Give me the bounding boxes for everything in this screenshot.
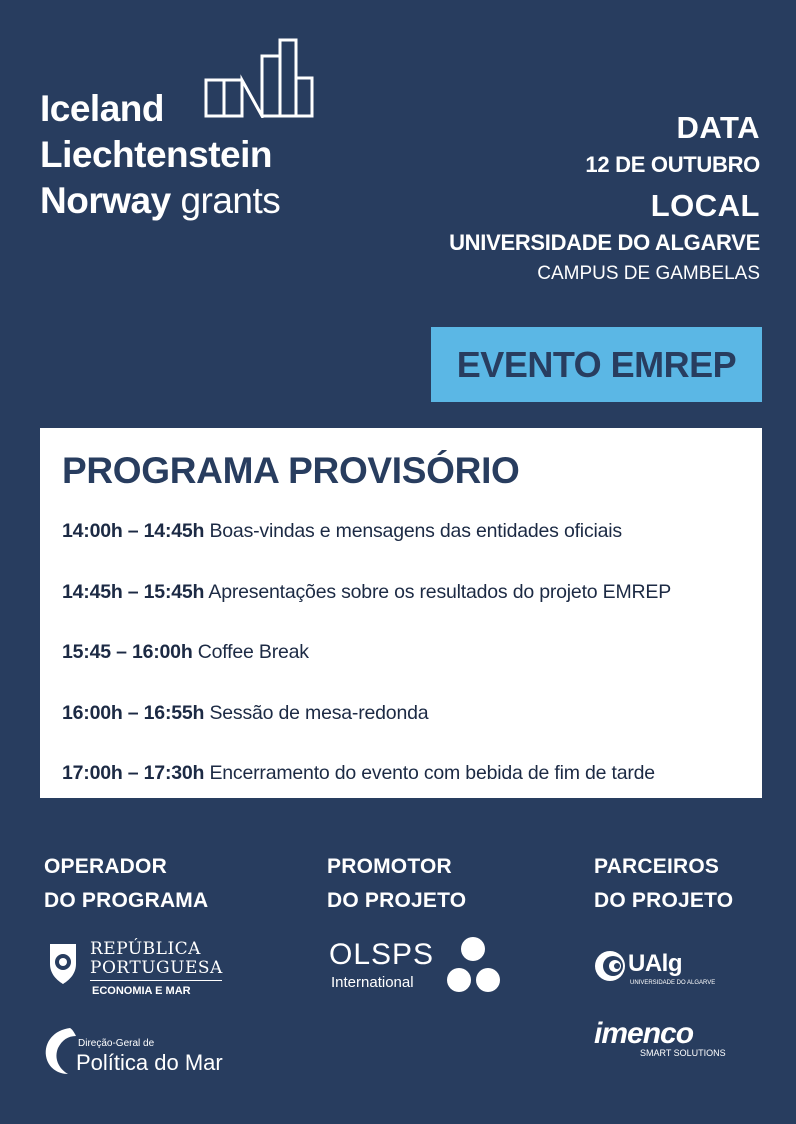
brand-line-iceland: Iceland — [40, 88, 164, 129]
logo-subtext: International — [331, 974, 414, 991]
brand-line-liechtenstein: Liechtenstein — [40, 134, 272, 175]
logo-text: REPÚBLICA — [90, 939, 201, 959]
event-badge: EVENTO EMREP — [431, 327, 762, 402]
program-time: 17:00h – 17:30h — [62, 762, 205, 784]
program-time: 14:00h – 14:45h — [62, 520, 205, 542]
program-desc: Boas-vindas e mensagens das entidades oficiais — [204, 520, 622, 542]
logo-subtext: SMART SOLUTIONS — [640, 1048, 726, 1058]
operator-title: OPERADOR DO PROGRAMA — [44, 855, 209, 912]
program-item — [62, 577, 762, 638]
logo-subtext: UNIVERSIDADE DO ALGARVE — [630, 980, 716, 986]
program-panel — [40, 428, 762, 798]
program-desc: Encerramento do evento com bebida de fim de tarde — [204, 762, 655, 784]
logo-text: PORTUGUESA — [90, 958, 223, 978]
location-detail: CAMPUS DE GAMBELAS — [537, 263, 760, 284]
logo-text: Política do Mar — [76, 1050, 223, 1075]
program-time: 14:45h – 15:45h — [62, 580, 205, 603]
logo-text: UAlg — [628, 950, 682, 977]
program-desc: Coffee Break — [192, 641, 309, 663]
location-label: LOCAL — [650, 188, 760, 223]
logo-subtext: ECONOMIA E MAR — [92, 985, 191, 997]
brand-line-norway: Norway — [40, 180, 171, 221]
promoter-column — [327, 850, 467, 991]
wave-icon — [44, 1026, 78, 1076]
partners-title: PARCEIROS DO PROJETO — [594, 855, 734, 912]
ualg-emblem-icon — [594, 950, 626, 982]
brand-line-grants: grants — [180, 180, 281, 221]
brand-name — [40, 86, 280, 224]
program-item — [62, 698, 762, 759]
ualg-logo — [594, 948, 734, 992]
program-item — [62, 516, 762, 577]
event-info — [449, 108, 760, 288]
program-item — [62, 637, 762, 698]
program-time: 15:45 – 16:00h — [62, 641, 193, 663]
operator-column — [44, 850, 223, 1075]
program-item — [62, 758, 762, 819]
partners-column — [594, 850, 734, 1058]
olsps-logo — [329, 938, 509, 998]
logo-subtext: Direção-Geral de — [78, 1038, 155, 1049]
logo-text: imenco — [594, 1017, 694, 1050]
location-value: UNIVERSIDADE DO ALGARVE — [449, 230, 760, 255]
program-time: 16:00h – 16:55h — [62, 701, 205, 724]
program-title: PROGRAMA PROVISÓRIO — [62, 450, 520, 491]
dots-icon — [443, 936, 503, 996]
republica-portuguesa-logo — [44, 936, 224, 1006]
imenco-logo — [594, 1017, 734, 1064]
date-value: 12 DE OUTUBRO — [585, 152, 760, 177]
date-label: DATA — [676, 110, 760, 145]
promoter-title: PROMOTOR DO PROJETO — [327, 855, 467, 912]
program-desc: Apresentações sobre os resultados do projeto EMREP — [204, 580, 671, 603]
program-desc: Sessão de mesa-redonda — [204, 701, 429, 724]
logo-text: OLSPS — [329, 938, 435, 971]
politica-do-mar-logo — [44, 1026, 244, 1082]
coat-of-arms-icon — [46, 938, 80, 986]
